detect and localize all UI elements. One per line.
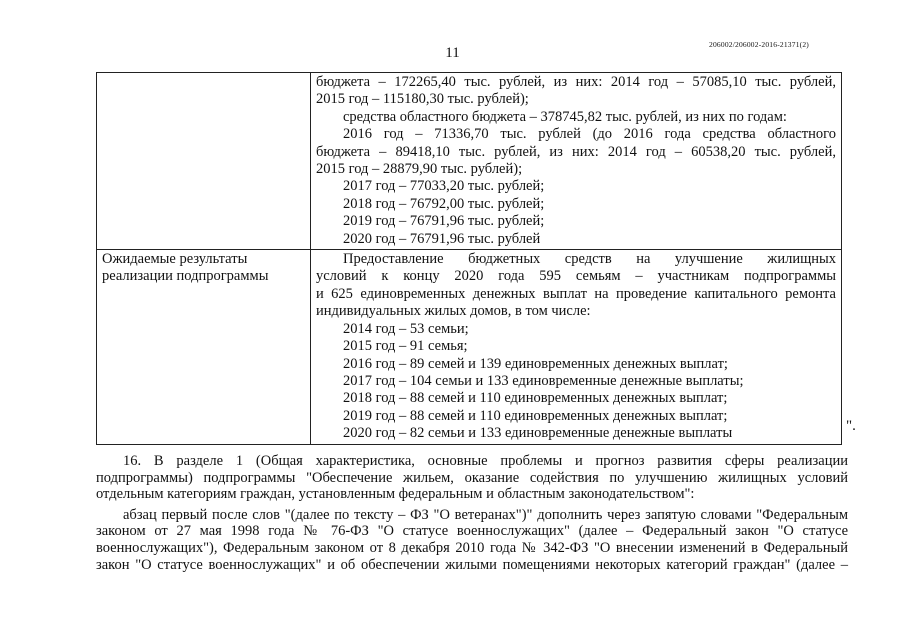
funding-line: 2018 год – 76792,00 тыс. рублей; — [343, 195, 545, 212]
results-label-line: Ожидаемые результаты — [102, 251, 248, 268]
funding-label-cell — [97, 73, 311, 250]
results-line: Предоставление бюджетных средств на улучшение жилищных — [343, 251, 836, 268]
results-value-cell — [311, 250, 842, 444]
results-line: и 625 единовременных денежных выплат на проведение капитального ремонта — [316, 285, 836, 302]
paragraph-line: законом от 27 мая 1998 года № 76-ФЗ "О статусе военнослужащих" (далее – Федеральный закон "О статусе — [96, 523, 848, 540]
funding-line: бюджета – 172265,40 тыс. рублей, из них: 2014 год – 57085,10 тыс. рублей, — [316, 74, 836, 90]
funding-line: средства областного бюджета – 378745,82 тыс. рублей, из них по годам: — [343, 108, 787, 125]
table-row-results — [97, 250, 842, 444]
paragraph-line: военнослужащих"), Федеральным законом от 8 декабря 2010 года № 342-ФЗ "О внесении изменений в Федеральный — [96, 539, 848, 556]
results-line: индивидуальных жилых домов, в том числе: — [316, 303, 591, 320]
results-line: 2014 год – 53 семьи; — [343, 320, 469, 337]
paragraph-line: 16. В разделе 1 (Общая характеристика, основные проблемы и прогноз развития сферы реализации — [123, 453, 848, 469]
paragraph-line: отдельным категориям граждан, установленным федеральным и областным законодательством": — [96, 486, 695, 503]
page-number: 11 — [445, 45, 460, 61]
subprogram-passport-table — [96, 72, 842, 445]
results-label-cell — [97, 250, 311, 444]
table-row-funding — [97, 73, 842, 250]
results-line: 2017 год – 104 семьи и 133 единовременные денежные выплаты; — [343, 372, 744, 389]
paragraph-line: абзац первый после слов "(далее по тексту – ФЗ "О ветеранах")" дополнить через запятую словами "Федеральным — [123, 506, 848, 523]
results-line: 2019 год – 88 семей и 110 единовременных денежных выплат; — [343, 407, 728, 424]
document-id: 206002/206002-2016-21371(2) — [709, 40, 809, 49]
closing-quote: ". — [846, 418, 856, 434]
funding-line: бюджета – 89418,10 тыс. рублей, из них: 2014 год – 60538,20 тыс. рублей, — [316, 143, 836, 160]
funding-line: 2019 год – 76791,96 тыс. рублей; — [343, 213, 545, 230]
funding-line: 2016 год – 71336,70 тыс. рублей (до 2016 года средства областного — [343, 126, 836, 143]
funding-line: 2015 год – 28879,90 тыс. рублей); — [316, 161, 523, 178]
results-line: 2015 год – 91 семья; — [343, 338, 468, 355]
results-line: условий к концу 2020 года 595 семьям – участникам подпрограммы — [316, 268, 836, 285]
paragraph-16 — [96, 453, 848, 503]
funding-line: 2017 год – 77033,20 тыс. рублей; — [343, 178, 545, 195]
funding-value-cell — [311, 73, 842, 250]
results-label-line: реализации подпрограммы — [102, 268, 269, 285]
paragraph-abzac — [96, 507, 848, 573]
paragraph-line: подпрограммы) подпрограммы "Обеспечение жильем, оказание содействия по улучшению жилищных условий — [96, 469, 848, 486]
funding-line: 2015 год – 115180,30 тыс. рублей); — [316, 91, 529, 108]
results-line: 2018 год – 88 семей и 110 единовременных денежных выплат; — [343, 390, 728, 407]
results-line: 2016 год – 89 семей и 139 единовременных денежных выплат; — [343, 355, 728, 372]
paragraph-line: закон "О статусе военнослужащих" и об обеспечении жилыми помещениями некоторых категорий граждан" (далее – — [96, 556, 848, 573]
results-line: 2020 год – 82 семьи и 133 единовременные денежные выплаты — [343, 425, 733, 442]
amendment-text — [96, 453, 848, 573]
funding-line: 2020 год – 76791,96 тыс. рублей — [343, 230, 541, 247]
